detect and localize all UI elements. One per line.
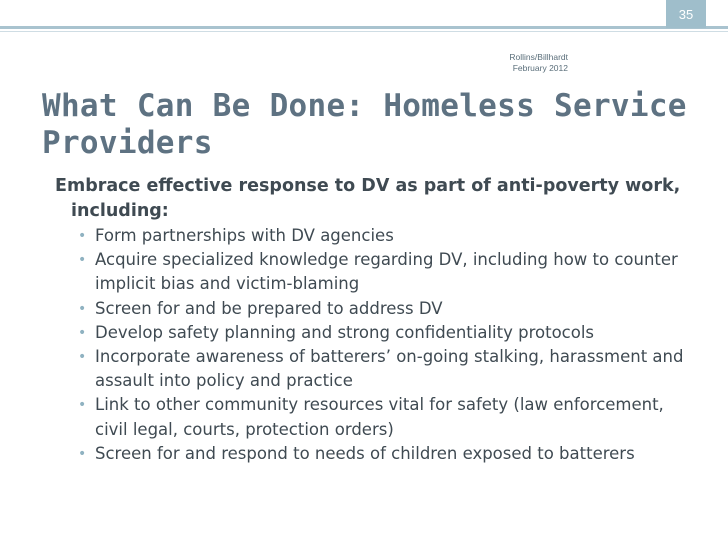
byline-author: Rollins/Billhardt bbox=[509, 52, 568, 62]
list-item bbox=[55, 393, 695, 441]
list-item bbox=[55, 224, 695, 248]
byline-date: February 2012 bbox=[512, 63, 568, 73]
header-rule-thin bbox=[0, 31, 728, 32]
slide-title: What Can Be Done: Homeless Service Providers bbox=[42, 88, 687, 161]
bullet-icon: • bbox=[78, 252, 87, 269]
lead-text: Embrace effective response to DV as part of anti-poverty work, including: bbox=[55, 176, 681, 221]
bullet-text: Develop safety planning and strong confidentiality protocols bbox=[95, 322, 595, 342]
bullet-text: Screen for and be prepared to address DV bbox=[95, 298, 443, 318]
list-item bbox=[55, 297, 695, 321]
list-item bbox=[55, 442, 695, 466]
bullet-text: Screen for and respond to needs of children exposed to batterers bbox=[95, 443, 635, 463]
bullet-icon: • bbox=[78, 324, 87, 341]
slide-number: 35 bbox=[666, 0, 706, 28]
bullet-icon: • bbox=[78, 349, 87, 366]
bullet-icon: • bbox=[78, 445, 87, 462]
bullet-text: Form partnerships with DV agencies bbox=[95, 226, 394, 245]
slide-body bbox=[55, 174, 695, 466]
bullet-icon: • bbox=[78, 397, 87, 414]
bullet-list bbox=[55, 224, 695, 466]
byline bbox=[478, 52, 568, 74]
list-item bbox=[55, 321, 695, 345]
bullet-text: Incorporate awareness of batterers’ on-going stalking, harassment and assault into policy and practice bbox=[95, 347, 684, 391]
bullet-text: Link to other community resources vital for safety (law enforcement, civil legal, courts, protection orders) bbox=[95, 395, 664, 439]
list-item bbox=[55, 248, 695, 296]
header-rule bbox=[0, 26, 728, 29]
bullet-icon: • bbox=[78, 228, 87, 244]
bullet-text: Acquire specialized knowledge regarding DV, including how to counter implicit bias and victim-blaming bbox=[95, 250, 678, 294]
bullet-icon: • bbox=[78, 300, 87, 317]
list-item bbox=[55, 345, 695, 393]
header-band bbox=[0, 0, 728, 26]
